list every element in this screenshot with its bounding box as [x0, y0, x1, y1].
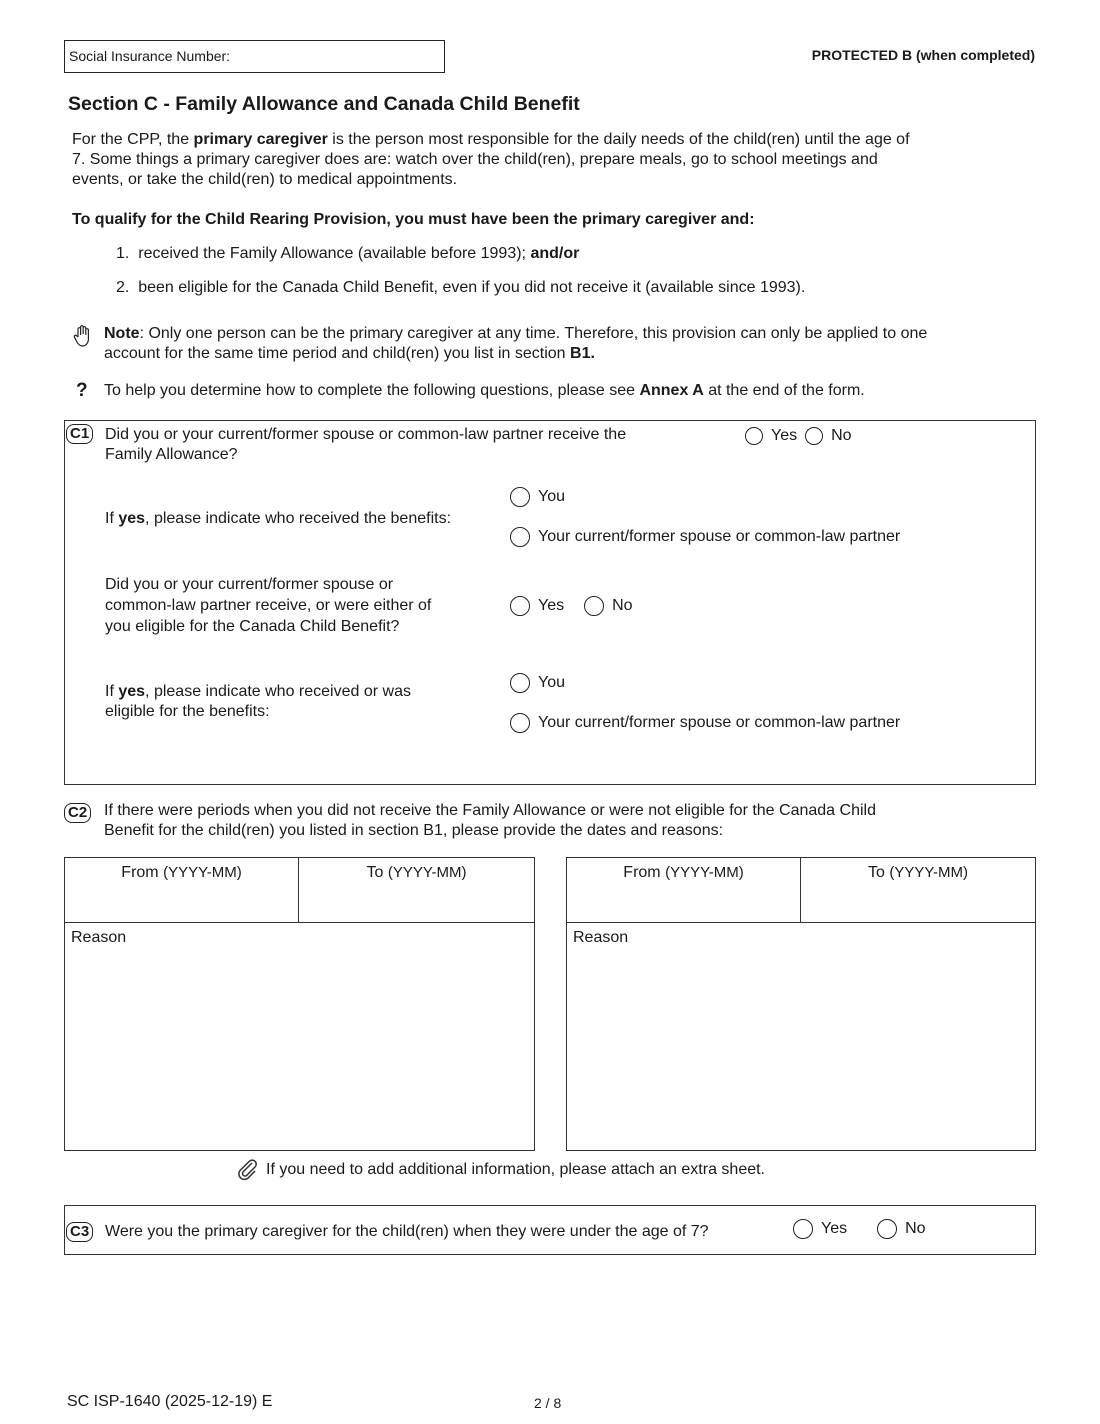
section-title: Section C - Family Allowance and Canada Child Benefit — [68, 93, 580, 115]
intro-paragraph: For the CPP, the primary caregiver is the person most responsible for the daily needs of the child(ren) until the age of 7. Some things a primary caregiver does are: watch over the child(ren), prepare meals, go to school meetings and events, or take the child(ren) to medical appointments. — [72, 131, 910, 188]
c2-period-1-to-field[interactable]: To (YYYY-MM) — [298, 857, 535, 923]
c1-q1-no-radio[interactable] — [805, 427, 823, 445]
c1-q4-label: If yes, please indicate who received or was eligible for the benefits: — [105, 683, 411, 720]
c1-question-family-allowance: Did you or your current/former spouse or common-law partner receive the Family Allowance? — [105, 426, 627, 463]
c1-q2-label: If yes, please indicate who received the benefits: — [105, 510, 452, 527]
list-item: 1. received the Family Allowance (available before 1993); and/or — [116, 245, 580, 262]
c3-yes-radio[interactable] — [793, 1219, 813, 1239]
c3-badge: C3 — [66, 1222, 93, 1242]
c3-options: Yes No — [793, 1219, 926, 1239]
protected-label: PROTECTED B (when completed) — [811, 47, 1035, 63]
c3-question: Were you the primary caregiver for the child(ren) when they were under the age of 7? — [105, 1223, 709, 1240]
question-mark-icon: ? — [76, 380, 88, 401]
c1-q3-options: Yes No — [510, 596, 633, 616]
form-id: SC ISP-1640 (2025-12-19) E — [67, 1393, 273, 1410]
c2-period-1-reason-label: Reason — [71, 929, 127, 946]
page-number: 2 / 8 — [534, 1395, 562, 1411]
paperclip-icon — [237, 1159, 259, 1186]
c1-q1-no-label: No — [831, 427, 852, 444]
c1-q1-yes-label: Yes — [771, 427, 798, 444]
c1-q1-options — [745, 426, 852, 446]
c1-q4-option-you: You — [510, 673, 565, 693]
c1-q3-no-radio[interactable] — [584, 596, 604, 616]
sin-field[interactable] — [64, 40, 445, 73]
c2-period-2-to-field[interactable]: To (YYYY-MM) — [800, 857, 1036, 923]
list-item: 2. been eligible for the Canada Child Benefit, even if you did not receive it (available since 1993). — [116, 279, 806, 296]
c1-q1-yes-radio[interactable] — [745, 427, 763, 445]
help-text: To help you determine how to complete the following questions, please see Annex A at the end of the form. — [104, 382, 865, 399]
c2-badge: C2 — [64, 803, 91, 823]
qualify-heading: To qualify for the Child Rearing Provision, you must have been the primary caregiver and: — [72, 211, 755, 228]
sin-label: Social Insurance Number: — [69, 48, 231, 64]
c1-q4-spouse-radio[interactable] — [510, 713, 530, 733]
c1-q2-spouse-radio[interactable] — [510, 527, 530, 547]
c1-badge: C1 — [66, 424, 93, 444]
c2-period-1-reason-field[interactable] — [65, 923, 534, 1150]
c1-q2-option-spouse: Your current/former spouse or common-law partner — [510, 527, 900, 547]
c1-question-ccb: Did you or your current/former spouse or common-law partner receive, or were either of you eligible for the Canada Child Benefit? — [105, 576, 432, 635]
c3-no-radio[interactable] — [877, 1219, 897, 1239]
c1-q4-you-radio[interactable] — [510, 673, 530, 693]
c1-q3-yes-radio[interactable] — [510, 596, 530, 616]
c1-q4-option-spouse: Your current/former spouse or common-law partner — [510, 713, 900, 733]
c2-period-2-from-field[interactable]: From (YYYY-MM) — [566, 857, 801, 923]
c2-period-2-reason-label: Reason — [573, 929, 629, 946]
attach-note: If you need to add additional information, please attach an extra sheet. — [266, 1161, 765, 1178]
c2-instructions: If there were periods when you did not receive the Family Allowance or were not eligible for the Canada Child Benefit for the child(ren) you listed in section B1, please provide the dates and reasons: — [104, 802, 876, 839]
c2-period-2-reason-field[interactable] — [567, 923, 1035, 1150]
c2-period-1-from-field[interactable]: From (YYYY-MM) — [64, 857, 299, 923]
c1-q2-option-you: You — [510, 487, 565, 507]
c1-q2-you-radio[interactable] — [510, 487, 530, 507]
note-text: Note: Only one person can be the primary caregiver at any time. Therefore, this provision can only be applied to one account for the same time period and child(ren) you list in section B1. — [104, 325, 928, 362]
hand-stop-icon — [73, 324, 93, 353]
